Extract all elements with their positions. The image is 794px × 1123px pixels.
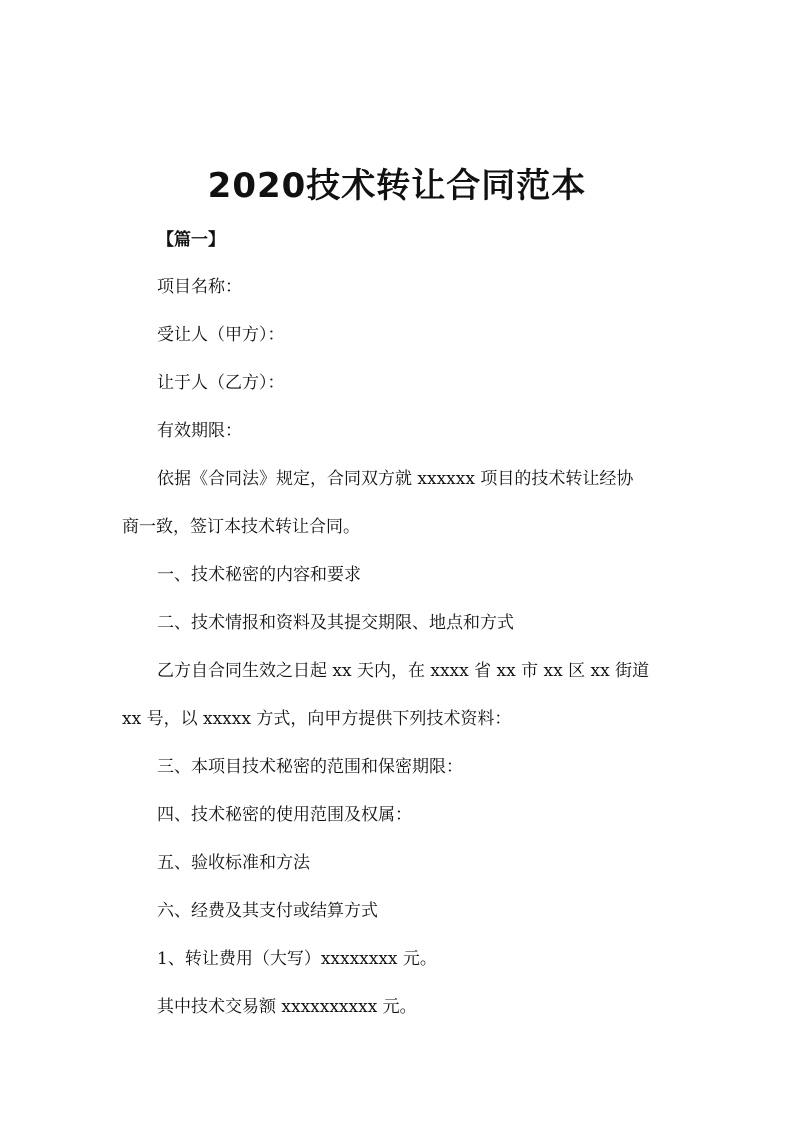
field-project-name: 项目名称：	[157, 277, 242, 297]
field-transferor: 让于人（乙方）：	[157, 373, 285, 393]
clause-heading: 一、技术秘密的内容和要求	[157, 565, 361, 585]
clause-heading: 三、本项目技术秘密的范围和保密期限：	[157, 757, 463, 777]
field-transferee: 受让人（甲方）：	[157, 325, 285, 345]
clause-heading: 四、技术秘密的使用范围及权属：	[157, 805, 412, 825]
body-paragraph-line: 商一致，签订本技术转让合同。	[122, 517, 360, 537]
section-label: 【篇一】	[157, 230, 225, 250]
body-paragraph-line: 其中技术交易额 xxxxxxxxxx 元。	[157, 997, 417, 1017]
document-title: 2020技术转让合同范本	[207, 166, 587, 206]
body-paragraph-line: 1、转让费用（大写）xxxxxxxx 元。	[157, 949, 437, 969]
clause-heading: 六、经费及其支付或结算方式	[157, 901, 378, 921]
body-paragraph-line: 乙方自合同生效之日起 xx 天内，在 xxxx 省 xx 市 xx 区 xx 街道	[157, 661, 650, 681]
field-validity: 有效期限：	[157, 421, 242, 441]
body-paragraph-line: 依据《合同法》规定，合同双方就 xxxxxx 项目的技术转让经协	[157, 469, 634, 489]
body-paragraph-line: xx 号，以 xxxxx 方式，向甲方提供下列技术资料：	[122, 709, 512, 729]
clause-heading: 五、验收标准和方法	[157, 853, 310, 873]
clause-heading: 二、技术情报和资料及其提交期限、地点和方式	[157, 613, 514, 633]
